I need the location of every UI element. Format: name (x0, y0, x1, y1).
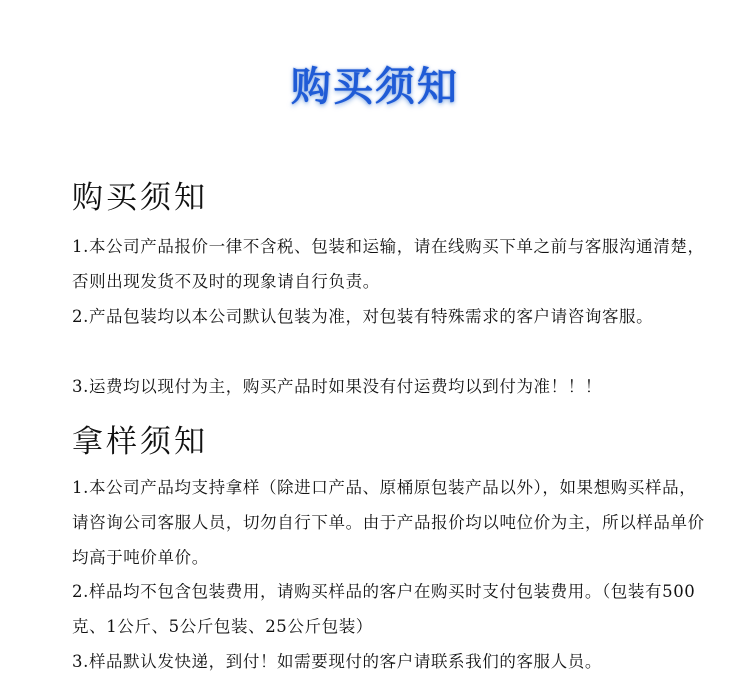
banner-title: 购买须知 (291, 64, 459, 110)
purchase-notice-item-2: 2.产品包装均以本公司默认包装为准，对包装有特殊需求的客户请咨询客服。 (72, 307, 654, 326)
sample-notice-heading: 拿样须知 (72, 424, 208, 460)
purchase-notice-item-3: 3.运费均以现付为主，购买产品时如果没有付运费均以到付为准！！！ (72, 377, 602, 396)
sample-notice-item-3: 3.样品默认发快递，到付！如需要现付的客户请联系我们的客服人员。 (72, 652, 602, 671)
purchase-notice-heading: 购买须知 (72, 180, 208, 216)
sample-notice-item-1: 1.本公司产品均支持拿样（除进口产品、原桶原包装产品以外），如果想购买样品，请咨询公司客服人员，切勿自行下单。由于产品报价均以吨位价为主，所以样品单价均高于吨价单价。 (72, 478, 705, 567)
sample-notice-item-2: 2.样品均不包含包装费用，请购买样品的客户在购买时支付包装费用。（包装有500克、1公斤、5公斤包装、25公斤包装） (72, 582, 696, 636)
purchase-notice-item-1: 1.本公司产品报价一律不含税、包装和运输，请在线购买下单之前与客服沟通清楚，否则出现发货不及时的现象请自行负责。 (72, 237, 705, 291)
